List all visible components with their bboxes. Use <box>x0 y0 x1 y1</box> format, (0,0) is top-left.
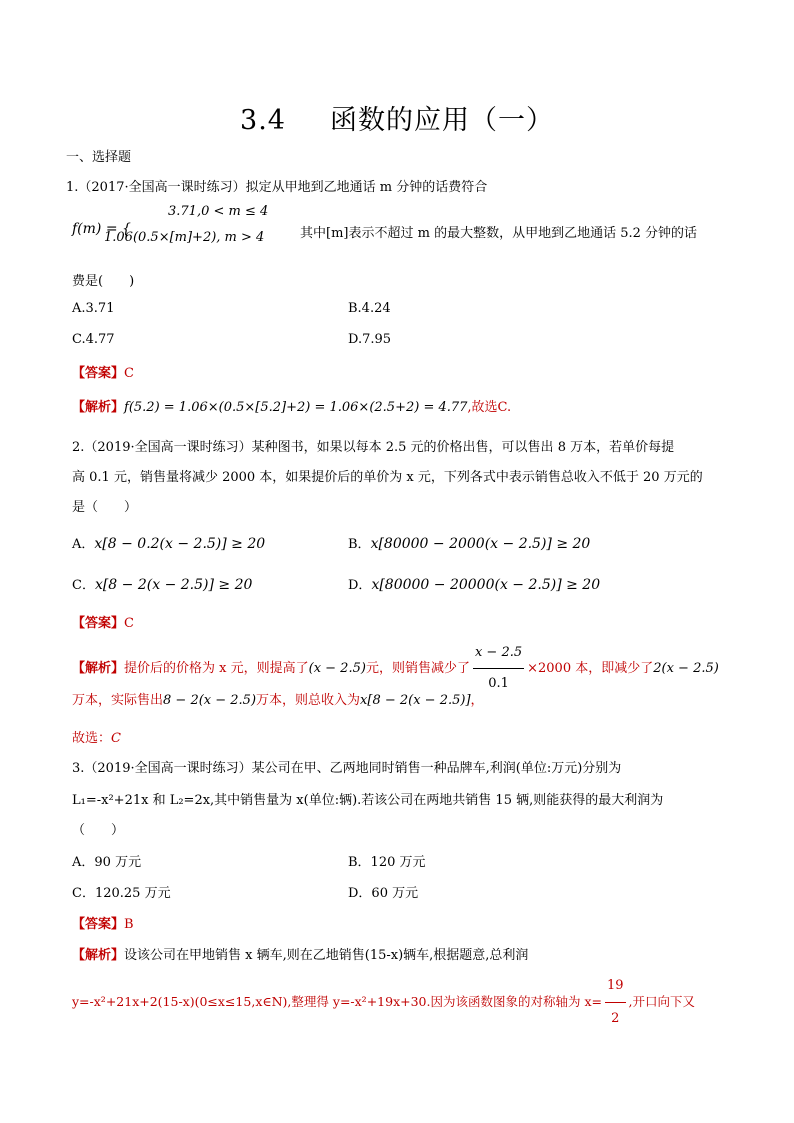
analysis-math: f(5.2) = 1.06×(0.5×[5.2]+2) = 1.06×(2.5+2) = 4.77 <box>124 400 468 415</box>
page-title <box>0 98 794 137</box>
q3-analysis-line-2 <box>72 970 695 1035</box>
q3-option-b: B．120 万元 <box>348 855 426 870</box>
q3-option-a: A．90 万元 <box>72 855 142 870</box>
q1-function-name: f(m) = { <box>72 221 131 237</box>
q3-answer <box>72 913 134 932</box>
analysis-math: (x − 2.5) <box>308 661 366 676</box>
q2-option-d <box>348 574 600 593</box>
answer-tag: 【答案】 <box>72 366 125 381</box>
q3-stem-1: 3.（2019·全国高一课时练习）某公司在甲、乙两地同时销售一种品牌车,利润(单位:万元)分别为 <box>72 761 622 776</box>
analysis-fraction <box>605 970 626 1035</box>
analysis-text: 万本，则总收入为 <box>256 693 361 708</box>
option-math: x[8 − 2(x − 2.5)] ≥ 20 <box>94 577 253 593</box>
option-math: x[80000 − 2000(x − 2.5)] ≥ 20 <box>370 536 591 552</box>
analysis-text: ×2000 本，即减少了 <box>527 661 654 676</box>
fraction-denominator: 2 <box>605 1002 626 1035</box>
analysis-text: 故选： <box>72 731 112 746</box>
analysis-text: 元，则销售减少了 <box>365 661 470 676</box>
q1-answer <box>72 362 134 381</box>
q1-stem: 1.（2017·全国高一课时练习）拟定从甲地到乙地通话 m 分钟的话费符合 <box>66 180 488 195</box>
fraction-denominator: 0.1 <box>473 668 524 699</box>
option-label: A． <box>72 537 95 552</box>
option-label: D． <box>348 578 372 593</box>
analysis-tag: 【解析】 <box>72 661 125 676</box>
q1-stem-2: 其中[m]表示不超过 m 的最大整数，从甲地到乙地通话 5.2 分钟的话 <box>300 226 698 241</box>
q1-piece-2: 1.06(0.5×[m]+2), m > 4 <box>104 230 265 245</box>
q3-stem-2: L₁=-x²+21x 和 L₂=2x,其中销售量为 x(单位:辆).若该公司在两地共销售 15 辆,则能获得的最大利润为 <box>72 793 664 808</box>
analysis-text: 万本，实际售出 <box>72 693 164 708</box>
analysis-text: y=-x²+21x+2(15-x)(0≤x≤15,x∈N),整理得 y=-x²+19x+30.因为该函数图象的对称轴为 x= <box>72 994 602 1009</box>
title-number: 3.4 <box>240 105 286 136</box>
q2-analysis-line-3 <box>72 727 121 746</box>
analysis-text: ,故选C. <box>467 400 512 415</box>
option-label: B． <box>348 537 371 552</box>
q2-stem-1: 2.（2019·全国高一课时练习）某种图书，如果以每本 2.5 元的价格出售，可以售出 8 万本，若单价每提 <box>72 440 675 455</box>
q1-option-c: C.4.77 <box>72 332 115 347</box>
q2-option-a <box>72 533 265 552</box>
q1-piece-1: 3.71,0 < m ≤ 4 <box>168 204 269 219</box>
answer-tag: 【答案】 <box>72 917 125 932</box>
analysis-text: ， <box>470 693 484 708</box>
answer-value: C <box>124 616 134 631</box>
fraction-numerator: x − 2.5 <box>474 645 523 660</box>
q1-option-a: A.3.71 <box>72 301 115 316</box>
q3-analysis-line-1 <box>72 944 528 963</box>
option-math: x[8 − 0.2(x − 2.5)] ≥ 20 <box>94 536 266 552</box>
q1-analysis <box>72 396 511 415</box>
fraction-numerator: 19 <box>606 978 624 993</box>
option-math: x[80000 − 20000(x − 2.5)] ≥ 20 <box>371 577 601 593</box>
analysis-math: x[8 − 2(x − 2.5)] <box>360 693 471 708</box>
q1-option-b: B.4.24 <box>348 301 391 316</box>
q3-option-d: D．60 万元 <box>348 886 419 901</box>
q2-stem-2: 高 0.1 元，销售量将减少 2000 本，如果提价后的单价为 x 元，下列各式中表示销售总收入不低于 20 万元的 <box>72 470 703 485</box>
q2-option-b <box>348 533 590 552</box>
answer-tag: 【答案】 <box>72 616 125 631</box>
analysis-tag: 【解析】 <box>72 400 125 415</box>
analysis-text: 提价后的价格为 x 元，则提高了 <box>124 661 309 676</box>
option-label: C． <box>72 578 95 593</box>
q1-option-d: D.7.95 <box>348 332 392 347</box>
q2-option-c <box>72 574 252 593</box>
section-heading: 一、选择题 <box>66 150 132 165</box>
analysis-text: ,开口向下又 <box>628 994 696 1009</box>
analysis-math: 2(x − 2.5) <box>653 661 719 676</box>
analysis-tag: 【解析】 <box>72 948 125 963</box>
q1-stem-3: 费是( ) <box>72 274 135 289</box>
q2-answer <box>72 612 134 631</box>
q3-option-c: C．120.25 万元 <box>72 886 171 901</box>
analysis-text: 设该公司在甲地销售 x 辆车,则在乙地销售(15-x)辆车,根据题意,总利润 <box>124 948 529 963</box>
answer-value: C <box>124 366 134 381</box>
analysis-choice: C <box>111 731 121 746</box>
q3-stem-3: （ ） <box>72 823 125 838</box>
q2-analysis-line-2 <box>72 689 484 708</box>
q2-stem-3: 是（ ） <box>72 500 138 515</box>
analysis-math: 8 − 2(x − 2.5) <box>163 693 257 708</box>
answer-value: B <box>124 917 134 932</box>
title-text: 函数的应用（一） <box>329 105 554 136</box>
